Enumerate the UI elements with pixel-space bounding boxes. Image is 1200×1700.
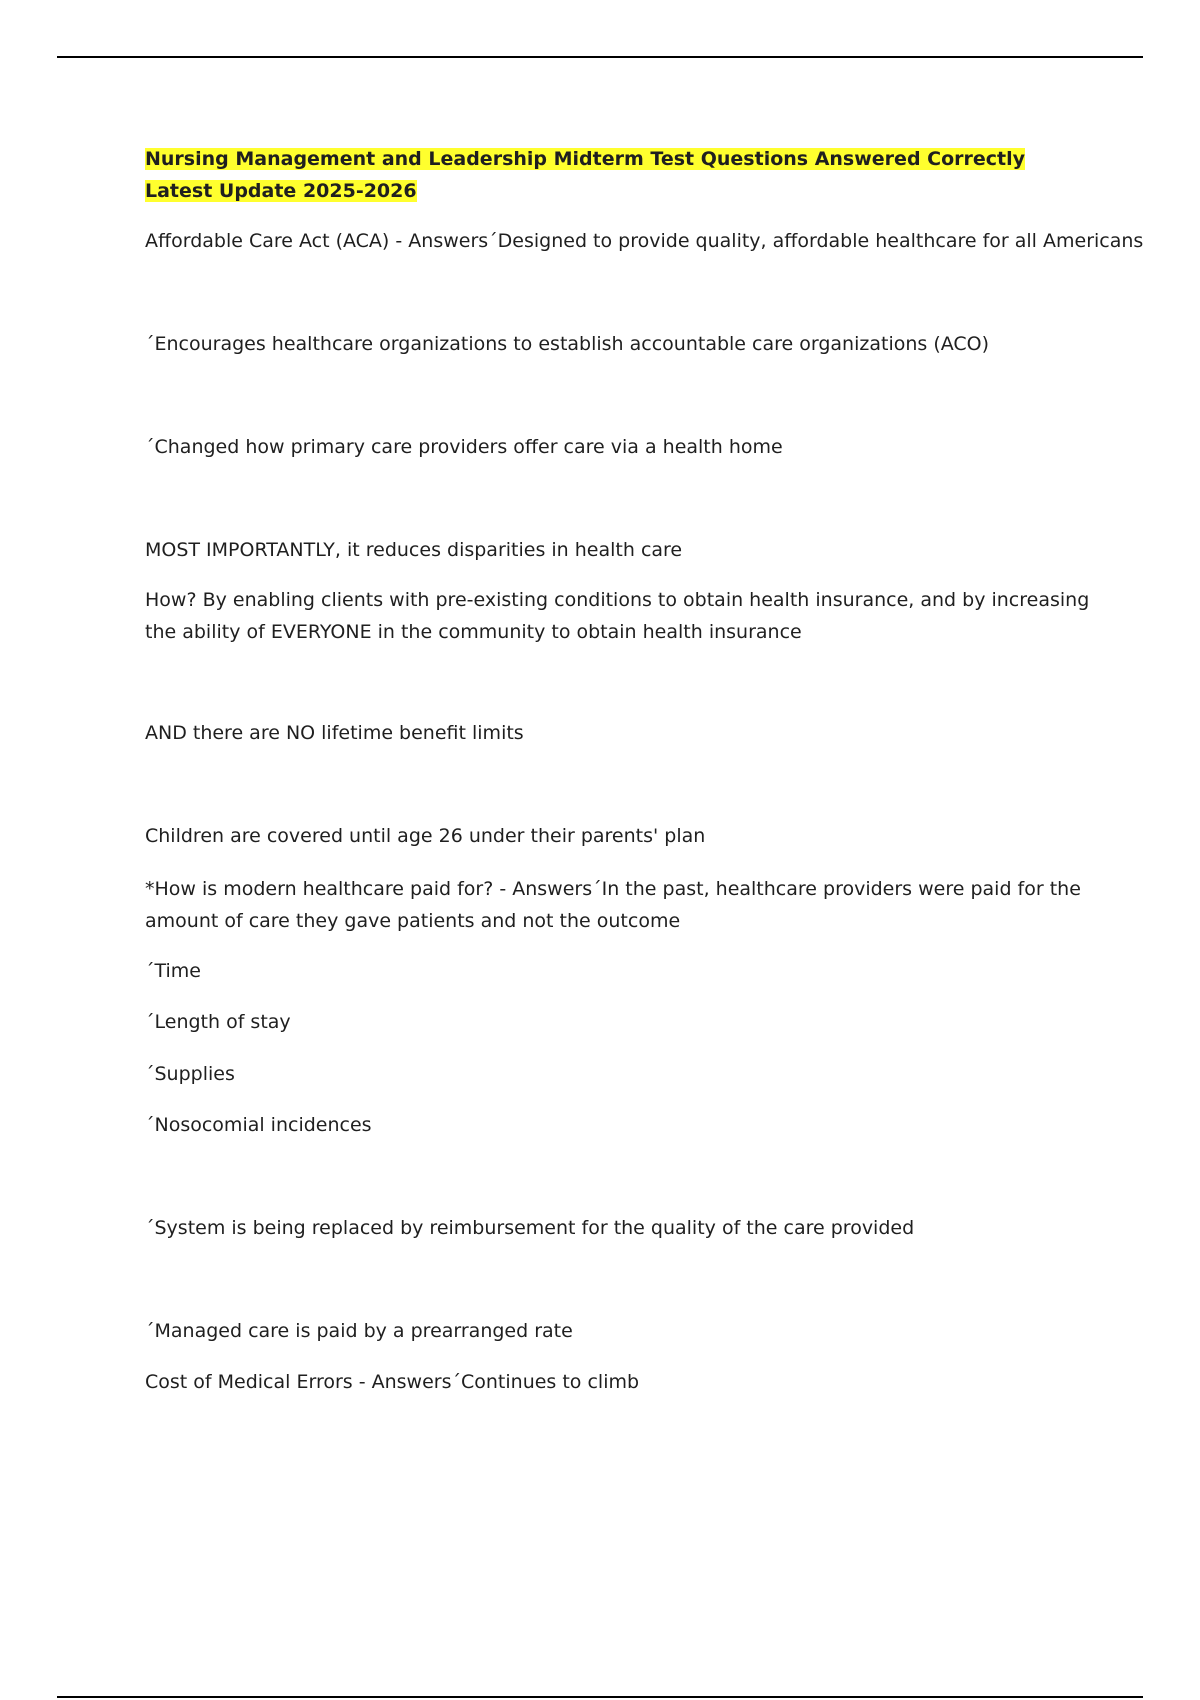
paragraph-aco: ´Encourages healthcare organizations to establish accountable care organizations (ACO) [145,333,990,355]
paragraph-how: How? By enabling clients with pre-existing conditions to obtain health insurance, and by increasing the ability of EVERYONE in the community to obtain health insurance [145,589,1090,643]
paragraph-children: Children are covered until age 26 under their parents' plan [145,825,706,847]
list-item-supplies: ´Supplies [145,1063,235,1085]
paragraph-modern-healthcare: *How is modern healthcare paid for? - Answers´In the past, healthcare providers were paid for the amount of care they gave patients and not the outcome [145,878,1081,932]
paragraph-system-replaced: ´System is being replaced by reimbursement for the quality of the care provided [145,1217,915,1239]
paragraph-managed-care: ´Managed care is paid by a prearranged rate [145,1320,573,1342]
list-item-length-of-stay: ´Length of stay [145,1011,291,1033]
top-rule [57,56,1143,58]
list-item-nosocomial: ´Nosocomial incidences [145,1114,372,1136]
paragraph-aca: Affordable Care Act (ACA) - Answers´Designed to provide quality, affordable healthcare for all Americans [145,230,1144,252]
document-title [145,143,1095,207]
paragraph-medical-errors: Cost of Medical Errors - Answers´Continues to climb [145,1371,640,1393]
paragraph-lifetime-limits: AND there are NO lifetime benefit limits [145,722,524,744]
paragraph-disparities: MOST IMPORTANTLY, it reduces disparities in health care [145,539,683,561]
title-highlight: Nursing Management and Leadership Midterm Test Questions Answered Correctly Latest Update 2025-2026 [145,148,1026,202]
paragraph-health-home: ´Changed how primary care providers offer care via a health home [145,436,783,458]
bottom-rule [57,1696,1143,1698]
list-item-time: ´Time [145,960,201,982]
